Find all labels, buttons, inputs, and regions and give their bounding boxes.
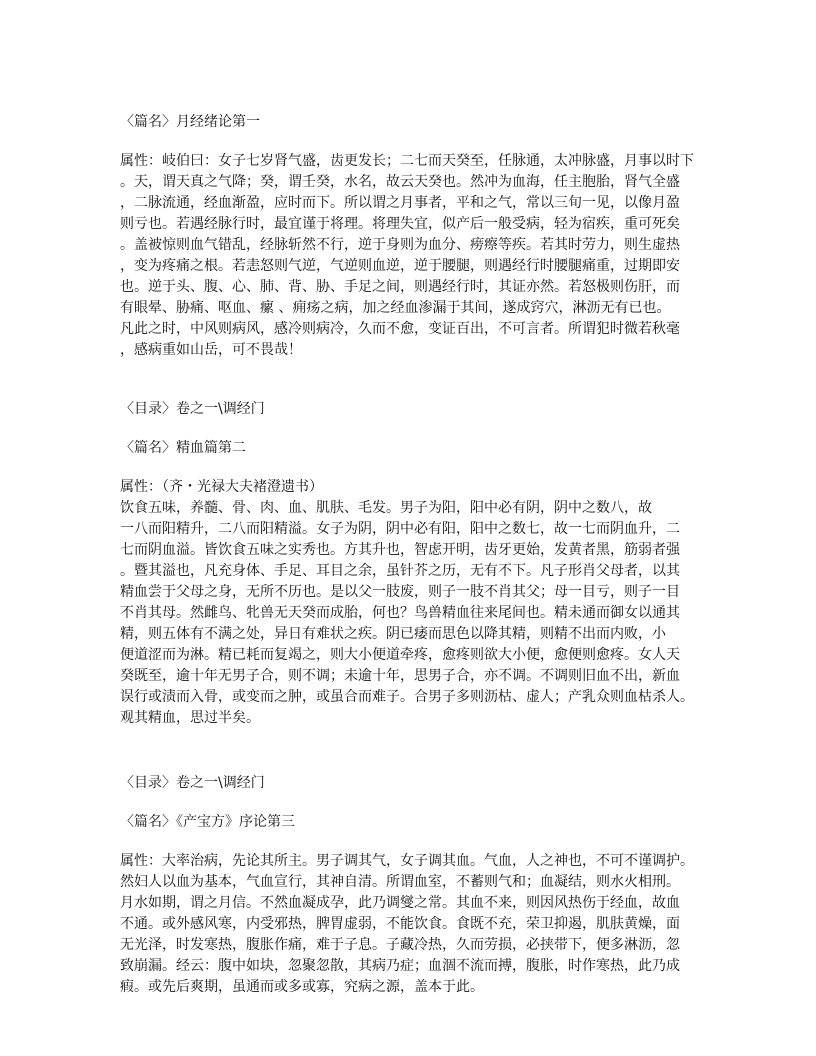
- text-line: 。盖被惊则血气错乱，经脉斩然不行，逆于身则为血分、痨瘵等疾。若其时劳力，则生虚热: [120, 237, 680, 253]
- section-title: 〈篇名〉《产宝方》序论第三: [120, 814, 295, 830]
- text-line: 一八而阳精升，二八而阳精溢。女子为阴，阴中必有阳，阳中之数七，故一七而阴血升，二: [120, 521, 680, 537]
- section-2: [120, 399, 716, 729]
- text-line: 属性：（齐・光禄大夫褚澄遗书）: [120, 479, 323, 495]
- text-line: 属性：岐伯曰：女子七岁肾气盛，齿更发长；二七而天癸至，任脉通，太冲脉盛，月事以时下: [120, 153, 694, 169]
- text-line: 凡此之时，中风则病风，感冷则病冷，久而不愈，变证百出，不可言者。所谓犯时微若秋毫: [120, 321, 680, 337]
- text-line: 也。逆于头、腹、心、肺、背、胁、手足之间，则遇经行时，其证亦然。若怒极则伤肝，而: [120, 279, 680, 295]
- section-body: [120, 477, 716, 729]
- section-1: [120, 112, 716, 361]
- section-body: [120, 851, 716, 998]
- section-body: [120, 151, 716, 361]
- catalog-label: 〈目录〉卷之一\调经门: [120, 775, 265, 791]
- text-line: ，感病重如山岳，可不畏哉！: [120, 342, 302, 358]
- text-line: 。天，谓天真之气降；癸，谓壬癸，水名，故云天癸也。然冲为血海，任主胞胎，肾气全盛: [120, 174, 680, 190]
- text-line: 瘕。或先后爽期，虽通而或多或寡，究病之源，盖本于此。: [120, 979, 484, 995]
- text-line: 七而阴血溢。皆饮食五味之实秀也。方其升也，智虑开明，齿牙更始，发黄者黑，筋弱者强: [120, 542, 680, 558]
- text-line: 不肖其母。然雌鸟、牝兽无天癸而成胎，何也？鸟兽精血往来尾间也。精未通而御女以通其: [120, 605, 680, 621]
- text-line: 有眼晕、胁痛、呕血、瘰 、痈疡之病，加之经血渗漏于其间，遂成窍穴，淋沥无有已也。: [120, 300, 671, 316]
- text-line: 饮食五味，养髓、骨、肉、血、肌肤、毛发。男子为阳，阳中必有阴，阴中之数八，故: [120, 500, 652, 516]
- text-line: 精，则五体有不满之处，异日有难状之疾。阴已痿而思色以降其精，则精不出而内败，小: [120, 626, 666, 642]
- text-line: 。暨其溢也，凡充身体、手足、耳目之余，虽针芥之历，无有不下。凡子形肖父母者，以其: [120, 563, 680, 579]
- section-title: 〈篇名〉月经绪论第一: [120, 114, 260, 130]
- text-line: ，二脉流通，经血渐盈，应时而下。所以谓之月事者，平和之气，常以三旬一见，以像月盈: [120, 195, 680, 211]
- text-line: 致崩漏。经云：腹中如块，忽聚忽散，其病乃症；血涸不流而搏，腹胀，时作寒热，此乃成: [120, 958, 680, 974]
- text-line: 月水如期，谓之月信。不然血凝成孕，此乃调燮之常。其血不来，则因风热伤于经血，故血: [120, 895, 680, 911]
- text-line: 则亏也。若遇经脉行时，最宜谨于将理。将理失宜，似产后一般受病，轻为宿疾，重可死矣: [120, 216, 680, 232]
- text-line: 便道涩而为淋。精已耗而复竭之，则大小便道牵疼，愈疼则欲大小便，愈便则愈疼。女人天: [120, 647, 680, 663]
- text-line: 属性：大率治病，先论其所主。男子调其气，女子调其血。气血，人之神也，不可不谨调护。: [120, 853, 694, 869]
- text-line: 误行或渍而入骨，或变而之肿，或虽合而难子。合男子多则沥枯、虚人；产乳众则血枯杀人。: [120, 689, 694, 705]
- section-3: [120, 773, 716, 998]
- text-line: 观其精血，思过半矣。: [120, 710, 260, 726]
- text-line: 不通。或外感风寒，内受邪热，脾胃虚弱，不能饮食。食既不充，荣卫抑遏，肌肤黄燥，面: [120, 916, 680, 932]
- text-line: 精血尝于父母之身，无所不历也。是以父一肢废，则子一肢不肖其父；母一目亏，则子一目: [120, 584, 680, 600]
- text-line: ，变为疼痛之根。若恚怒则气逆，气逆则血逆，逆于腰腿，则遇经行时腰腿痛重，过期即安: [120, 258, 680, 274]
- text-line: 癸既至，逾十年无男子合，则不调；未逾十年，思男子合，亦不调。不调则旧血不出，新血: [120, 668, 680, 684]
- text-line: 然妇人以血为基本，气血宣行，其神自清。所谓血室，不蓄则气和；血凝结，则水火相刑。: [120, 874, 680, 890]
- catalog-label: 〈目录〉卷之一\调经门: [120, 401, 265, 417]
- section-title: 〈篇名〉精血篇第二: [120, 440, 246, 456]
- text-line: 无光泽，时发寒热，腹胀作痛，难于子息。子藏冷热，久而劳损，必挟带下，便多淋沥，忽: [120, 937, 680, 953]
